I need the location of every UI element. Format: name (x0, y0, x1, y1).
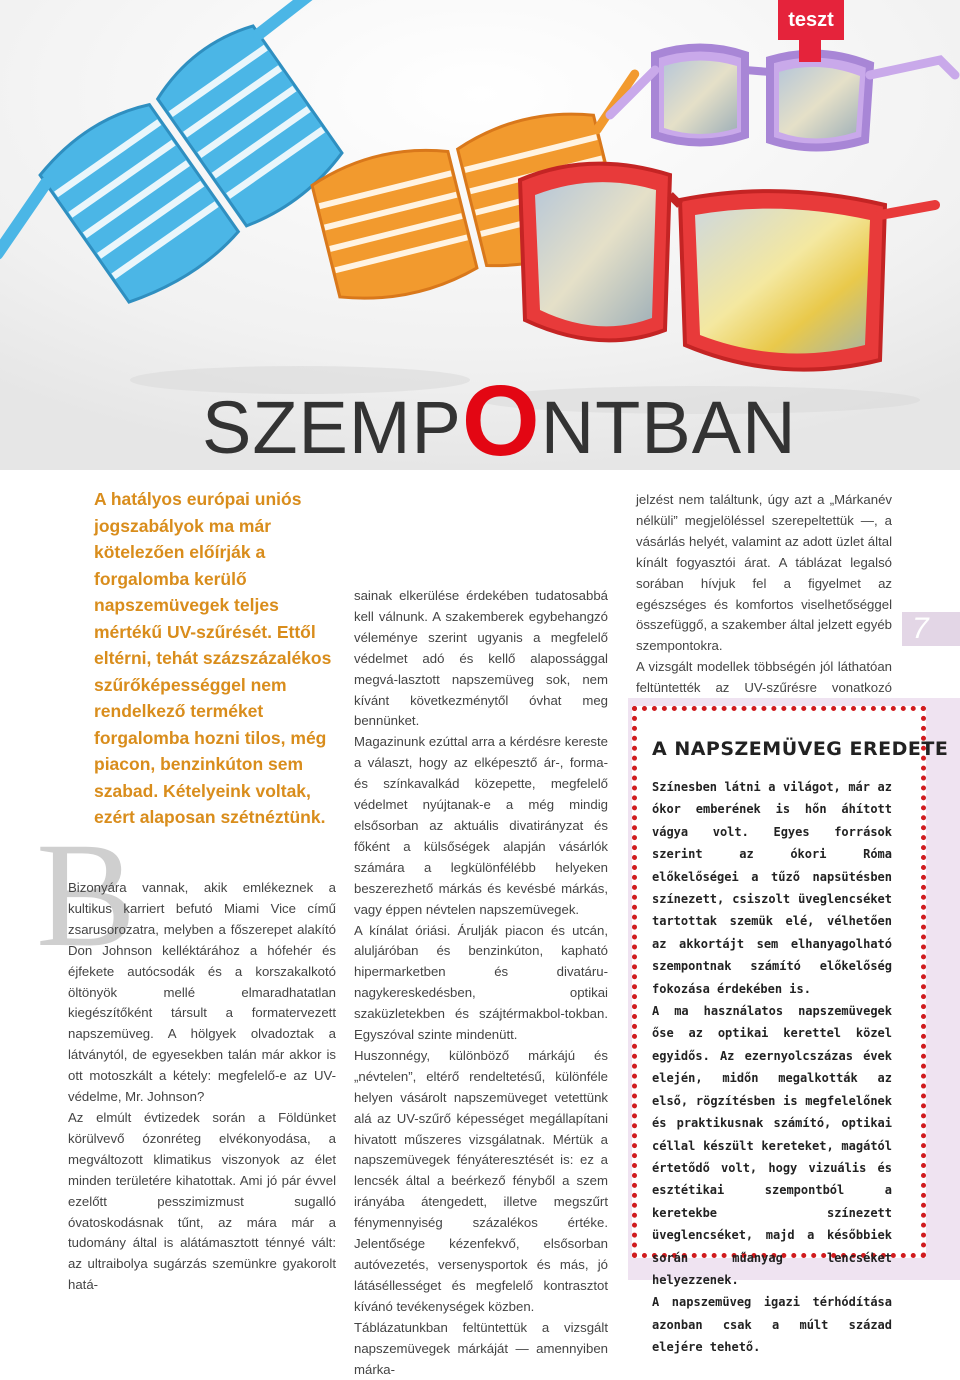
lead-paragraph: A hatályos európai uniós jogszabályok ma már kötelezően előírják a forgalomba kerülő napszemüvegek teljes mértékű UV-szűrését. Ettől eltérni, tehát százszázalékos szűrőképességgel nem rendelkező terméket forgalomba hozni tilos, még piacon, benzinkúton sem szabad. Kételyeink voltak, ezért alaposan szétnéztünk. (94, 489, 332, 827)
section-tag (778, 0, 844, 40)
body-column-1 (68, 878, 336, 1296)
body-column-2 (354, 586, 608, 1380)
body-paragraph: Huszonnégy, különböző márkájú és „névtelen”, eltérő rendeltetésű, különféle helyen vásárolt napszemüveget vetettünk alá az UV-szűrő képességet megállapítani hivatott műszeres vizsgálatnak. Mértük a napszemüvegek fényáteresztését is: ez a lencsék által a beérkező fényből a szem irányába átengedett, illetve megszűrt fénymennyiség százalékos értéke. Jelentősége kézenfekvő, elsősorban autóvezetés, versenysportok és más, jó látáséllességet és megfelelő kontrasztot kívánó tevékenységek közben. (354, 1047, 608, 1314)
body-paragraph: Táblázatunkban feltüntettük a vizsgált napszemüvegek márkáját — amennyiben márka- (354, 1319, 608, 1377)
sidebar-title: A NAPSZEMÜVEG EREDETE (652, 738, 949, 760)
sidebar-paragraph: A ma használatos napszemüvegek őse az optikai kerettel közel egyidős. Az ezernyolcszázas évek elején, midőn megalkották az első, rögzítésben is megfelelőnek és praktikusnak számító, optikai céllal készült kereteket, magától értetődő volt, hogy vizuális és esztétikai szempontból a keretekbe színezett üveglencséket, majd a későbbiek során műanyag lencséket helyezzenek. (652, 1004, 892, 1287)
body-paragraph: Az elmúlt évtizedek során a Földünket körülvevő ózonréteg elvékonyodása, a megváltozott klimatikus viszonyok az élet minden területére kihatottak. Ami jó pár évvel ezelőtt pesszimizmust sugalló óvatoskodásnak tűnt, az mára már a tudomány által is alátámasztott ténnyé vált: az ultraibolya sugárzás szemünkre gyakorolt hatá- (68, 1109, 336, 1293)
body-paragraph: A vizsgált modellek többségén jól láthatóan feltüntették az UV-szűrésre vonatkozó (636, 659, 892, 696)
body-column-3 (636, 490, 892, 720)
sidebar-paragraph: Színesben látni a világot, már az ókor emberének is hőn áhított vágya volt. Egyes források szerint az ókori Róma előkelőségei a tűző napsütésben színezett, csiszolt üveglencséket tartottak szemük elé, vélhetően az akkortájt sem elhanyagolható szempontnak számító előkelőség fokozása érdekében is. (652, 780, 892, 996)
body-paragraph: Bizonyára vannak, akik emlékeznek a kultikus karriert befutó Miami Vice című zsarusorozatra, melyben a főszerepet alakító Don Johnson kelléktárához a hófehér és éjfekete autócsodák és a korszakalkotó öltönyök mellé elmaradhatatlan kiegészítőként társult a formatervezett napszemüveg. A hölgyek olvadoztak a látványtól, de egyesekben talán már akkor is ott motoszkált a kétely: megfelelő-e az UV-védelme, Mr. Johnson? (68, 880, 336, 1105)
page-number (902, 612, 960, 646)
title-accent-letter: O (461, 365, 541, 477)
section-tag-label: teszt (788, 8, 834, 31)
drop-cap: B (36, 812, 137, 978)
body-paragraph: Magazinunk ezúttal arra a kérdésre kereste a választ, hogy az elképesztő ár-, forma- és színkavalkád közepette, megfelelő védelmet nyújtanak-e a még mindig elsősorban az aktuális divatirányzat és főként a külsőségek alapján vásárlók számára a legkülönfélébb helyeken beszerezhető márkás és kevésbé márkás, vagy éppen névtelen napszemüvegek. (354, 734, 608, 917)
body-paragraph: sainak elkerülése érdekében tudatosabbá kell válnunk. A szakemberek egybehangzó véleménye szerint ugyanis a megfelelő védelmet adó és kellő alapossággal megvá-lasztott napszemüveg sok, nem kívánt következménytől óvhat meg bennünket. (354, 588, 608, 729)
sidebar-paragraph: A napszemüveg igazi térhódítása azonban csak a múlt század elejére tehető. (652, 1295, 892, 1355)
page-number-label: 7 (912, 612, 929, 645)
title-part-2: NTBAN (540, 386, 797, 469)
title-part-1: SZEMP (202, 386, 462, 469)
body-paragraph: jelzést nem találtunk, úgy azt a „Márkanév nélküli” megjelöléssel szerepeltettük —, a vásárlás helyét, valamint az adott üzlet által kínált fogyasztói árat. A táblázat legalsó sorában hívjuk fel a figyelmet az egészséges és komfortos viselhetőséggel összefüggő, a szakember által jelzett egyéb szempontokra. (636, 492, 892, 654)
section-tag-marker (799, 40, 821, 62)
body-paragraph: A kínálat óriási. Árulják piacon és utcán, aluljáróban és benzinkúton, kapható hipermarketben és divatáru-nagykereskedésben, optikai szaküzletekben és szájtérmakbol-tokban. Egyszóval szinte mindenütt. (354, 922, 608, 1043)
sidebar-text (652, 776, 892, 1359)
article-title (202, 365, 802, 477)
